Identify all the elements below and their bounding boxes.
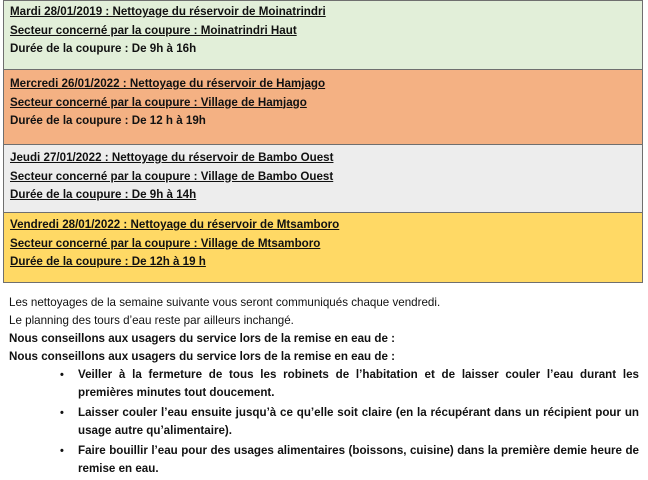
- note-weekly-communication: Les nettoyages de la semaine suivante vous seront communiqués chaque vendredi.: [9, 296, 441, 309]
- recommendations-list: [9, 366, 639, 478]
- list-item: [9, 366, 639, 402]
- schedule-title: Mardi 28/01/2019 : Nettoyage du réservoir de Moinatrindri: [10, 5, 326, 18]
- schedule-row-mardi: [4, 1, 642, 69]
- schedule-row-vendredi: [4, 212, 642, 282]
- recommendation-text: Veiller à la fermeture de tous les robinets de l’habitation et de laisser couler l’eau durant les premières minutes tout doucement.: [78, 368, 639, 399]
- schedule-duration: Durée de la coupure : De 12h à 19 h: [10, 255, 206, 268]
- note-planning-unchanged: Le planning des tours d’eau reste par ailleurs inchangé.: [9, 314, 294, 327]
- recommendation-text: Faire bouillir l’eau pour des usages alimentaires (boissons, cuisine) dans la première demie heure de remise en eau.: [78, 444, 639, 475]
- schedule-duration: Durée de la coupure : De 9h à 14h: [10, 188, 197, 201]
- schedule-sector: Secteur concerné par la coupure : Village de Hamjago: [10, 95, 307, 109]
- schedule-sector: Secteur concerné par la coupure : Village de Bambo Ouest: [10, 169, 334, 183]
- advice-heading: Nous conseillons aux usagers du service lors de la remise en eau de :: [9, 332, 395, 345]
- schedule-sector: Secteur concerné par la coupure : Moinatrindri Haut: [10, 23, 297, 37]
- schedule-row-mercredi: [4, 69, 642, 144]
- schedule-sector: Secteur concerné par la coupure : Village de Mtsamboro: [10, 236, 321, 250]
- schedule-title: Mercredi 26/01/2022 : Nettoyage du réservoir de Hamjago: [10, 77, 326, 90]
- bullet-icon: •: [60, 369, 64, 381]
- advice-heading-repeat: Nous conseillons aux usagers du service lors de la remise en eau de :: [9, 350, 395, 363]
- schedule-duration: Durée de la coupure : De 12 h à 19h: [10, 114, 206, 127]
- schedule-title: Vendredi 28/01/2022 : Nettoyage du réservoir de Mtsamboro: [10, 218, 340, 231]
- recommendation-text: Laisser couler l’eau ensuite jusqu’à ce qu’elle soit claire (en la récupérant dans un récipient pour un usage autre qu’alimentaire).: [78, 406, 639, 437]
- list-item: [9, 404, 639, 440]
- bullet-icon: •: [60, 445, 64, 457]
- schedule-row-jeudi: [4, 144, 642, 212]
- notes-section: [9, 294, 639, 480]
- schedule-title: Jeudi 27/01/2022 : Nettoyage du réservoir de Bambo Ouest: [10, 151, 334, 164]
- schedule-duration: Durée de la coupure : De 9h à 16h: [10, 42, 197, 55]
- bullet-icon: •: [60, 407, 64, 419]
- list-item: [9, 442, 639, 478]
- outage-schedule-table: [3, 0, 643, 283]
